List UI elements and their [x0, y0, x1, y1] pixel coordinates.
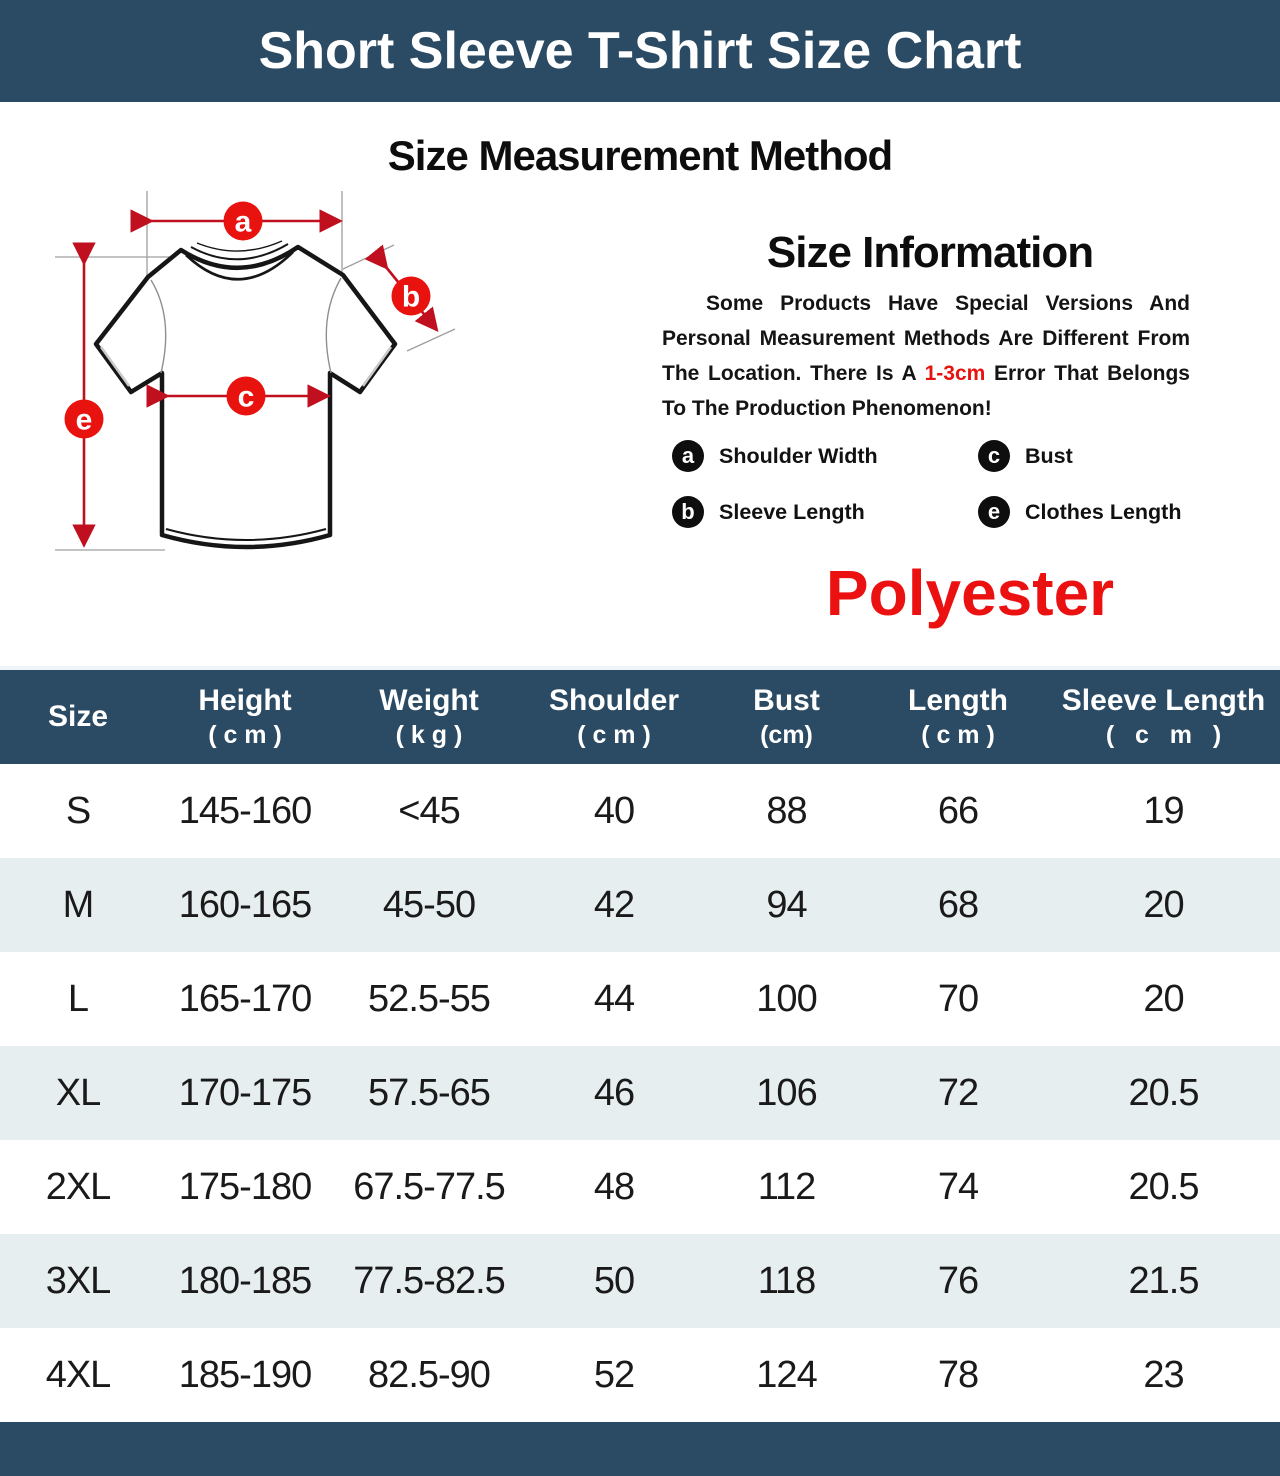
- label-b: b: [401, 280, 421, 314]
- measurement-method-title: Size Measurement Method: [387, 132, 893, 179]
- legend-item-clothes-length: [968, 496, 1192, 528]
- legend-item-sleeve-length: [662, 496, 968, 528]
- info-text-after: Error That Belongs To The Production Phenomenon!: [662, 362, 1190, 420]
- legend-key-e: e: [978, 496, 1010, 528]
- size-information-title: Size Information: [766, 228, 1094, 277]
- size-table: [0, 666, 1280, 1422]
- table-header-row: [0, 666, 1280, 764]
- material-label: Polyester: [825, 557, 1115, 629]
- legend-label-sleeve-length: Sleeve Length: [719, 499, 865, 524]
- label-e: e: [75, 403, 93, 437]
- top-banner: [0, 0, 1280, 102]
- col-header-weight: Weight ( k g ): [379, 684, 479, 749]
- table-row-4xl: 4XL 185-190 82.5-90 52 124 78 23: [0, 1328, 1280, 1422]
- legend-label-shoulder-width: Shoulder Width: [719, 443, 878, 468]
- label-a: a: [234, 205, 252, 239]
- legend-item-bust: [968, 440, 1192, 472]
- table-row-s: S 145-160 <45 40 88 66 19: [0, 764, 1280, 858]
- col-header-height: Height ( c m ): [198, 684, 292, 749]
- size-information-text: [662, 286, 1190, 426]
- info-text-highlight: 1-3cm: [924, 362, 986, 385]
- table-row-m: M 160-165 45-50 42 94 68 20: [0, 858, 1280, 952]
- col-header-sleeve-length: Sleeve Length ( c m ): [1061, 684, 1266, 749]
- legend-key-a: a: [672, 440, 704, 472]
- table-row-l: L 165-170 52.5-55 44 100 70 20: [0, 952, 1280, 1046]
- col-header-bust: Bust (cm): [753, 684, 820, 749]
- col-header-length: Length ( c m ): [908, 684, 1008, 749]
- label-c: c: [237, 380, 255, 414]
- legend-item-shoulder-width: [662, 440, 968, 472]
- col-header-shoulder: Shoulder ( c m ): [548, 684, 679, 749]
- info-text-before: Some Products Have Special Versions And Personal Measurement Methods Are Different From The Location. There Is A: [662, 292, 1190, 385]
- legend-label-bust: Bust: [1025, 443, 1073, 468]
- table-row-3xl: 3XL 180-185 77.5-82.5 50 118 76 21.5: [0, 1234, 1280, 1328]
- table-row-xl: XL 170-175 57.5-65 46 106 72 20.5: [0, 1046, 1280, 1140]
- col-header-size: Size: [47, 700, 109, 733]
- page-title: Short Sleeve T-Shirt Size Chart: [258, 22, 1022, 80]
- bottom-banner: [0, 1422, 1280, 1476]
- legend-key-b: b: [672, 496, 704, 528]
- tshirt-measurement-diagram: [40, 183, 460, 593]
- table-row-2xl: 2XL 175-180 67.5-77.5 48 112 74 20.5: [0, 1140, 1280, 1234]
- measurement-legend: [662, 440, 1192, 528]
- legend-label-clothes-length: Clothes Length: [1025, 499, 1182, 524]
- legend-key-c: c: [978, 440, 1010, 472]
